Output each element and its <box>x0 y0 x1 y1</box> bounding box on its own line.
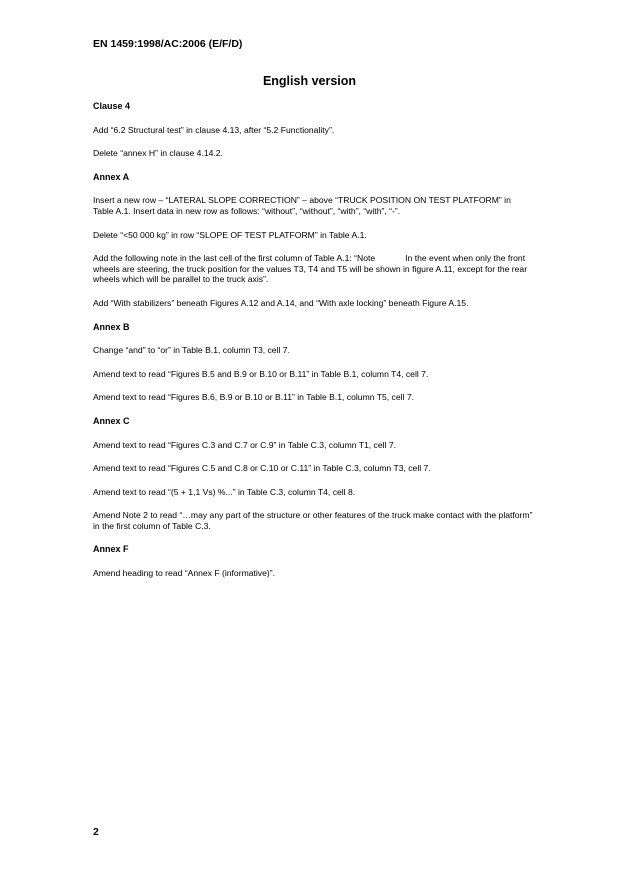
annex-a-paragraph-4: Add “With stabilizers” beneath Figures A.12 and A.14, and “With axle locking” beneath Figure A.15. <box>93 297 469 308</box>
annex-b-paragraph-1: Change “and” to “or” in Table B.1, column T3, cell 7. <box>93 345 290 356</box>
page-title: English version <box>262 74 357 88</box>
annex-b-heading: Annex B <box>93 321 130 332</box>
document-identifier: EN 1459:1998/AC:2006 (E/F/D) <box>93 38 243 50</box>
annex-c-paragraph-3: Amend text to read “(5 + 1,1 Vs) %...” in Table C.3, column T4, cell 8. <box>93 486 356 497</box>
annex-a-paragraph-3 <box>93 253 533 285</box>
clause-4-paragraph-1: Add “6.2 Structural test” in clause 4.13, after “5.2 Functionality”. <box>93 124 335 135</box>
annex-c-paragraph-2: Amend text to read “Figures C.5 and C.8 or C.10 or C.11” in Table C.3, column T3, cell 7. <box>93 463 431 474</box>
annex-f-paragraph-1: Amend heading to read “Annex F (informative)”. <box>93 568 275 579</box>
annex-a-note-text: In the event when only the front wheels are steering, the truck position for the values T3, T4 and T5 will be shown in figure A.11, except for the rear wheels which will be parallel to the truck axis”. <box>93 253 528 285</box>
annex-a-note-label: Add the following note in the last cell of the first column of Table A.1: “Note <box>93 253 376 264</box>
annex-c-paragraph-1: Amend text to read “Figures C.3 and C.7 or C.9” in Table C.3, column T1, cell 7. <box>93 439 396 450</box>
annex-c-paragraph-4: Amend Note 2 to read “…may any part of the structure or other features of the truck make contact with the platform” in the first column of Table C.3. <box>93 510 533 531</box>
annex-b-paragraph-3: Amend text to read “Figures B.6, B.9 or B.10 or B.11” in Table B.1, column T5, cell 7. <box>93 392 414 403</box>
clause-4-paragraph-2: Delete “annex H” in clause 4.14.2. <box>93 148 223 159</box>
clause-4-heading: Clause 4 <box>93 101 131 111</box>
annex-a-paragraph-1: Insert a new row – “LATERAL SLOPE CORRECTION” – above “TRUCK POSITION ON TEST PLATFORM” in Table A.1. Insert data in new row as follows: “without”, “without”, “with”, “with”, “-”. <box>93 195 511 216</box>
annex-b-paragraph-2: Amend text to read “Figures B.5 and B.9 or B.10 or B.11” in Table B.1, column T4, cell 7. <box>93 368 429 379</box>
annex-a-heading: Annex A <box>93 171 130 182</box>
annex-c-heading: Annex C <box>93 415 130 426</box>
document-body <box>93 101 533 592</box>
annex-a-paragraph-2: Delete “<50 000 kg” in row “SLOPE OF TEST PLATFORM” in Table A.1. <box>93 229 367 240</box>
page-number: 2 <box>93 826 99 838</box>
annex-f-heading: Annex F <box>93 544 129 555</box>
